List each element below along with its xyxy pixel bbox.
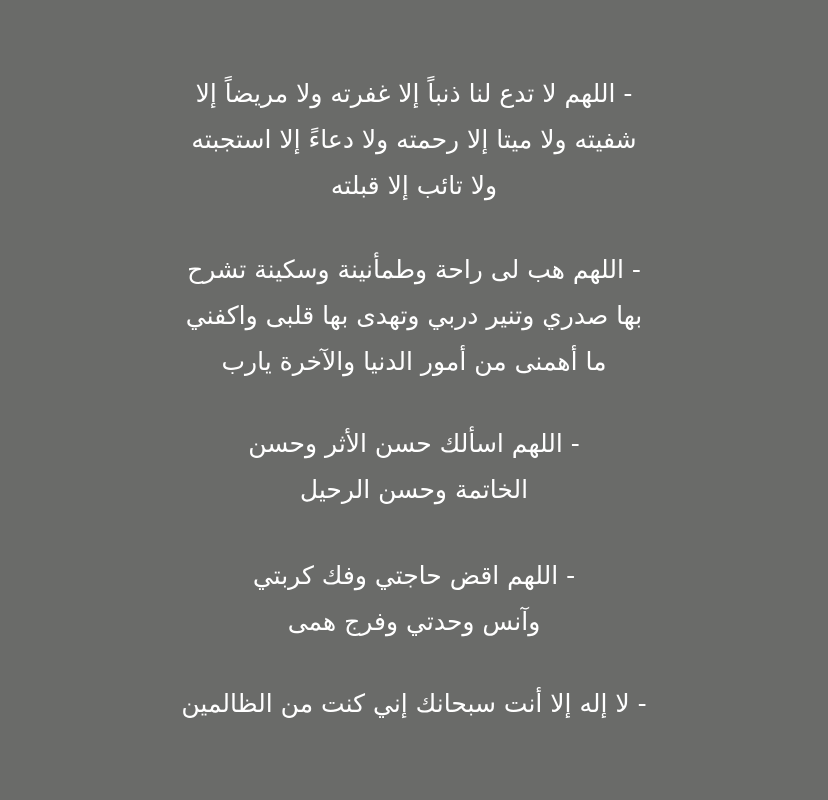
dua-1-line-3: ولا تائب إلا قبلته	[330, 171, 498, 200]
dua-2-line-1: - اللهم هب لى راحة وطمأنينة وسكينة تشرح	[187, 255, 641, 284]
dua-1-line-2: شفيته ولا ميتا إلا رحمته ولا دعاءً إلا استجبته	[191, 125, 637, 154]
dua-2-line-3: ما أهمنى من أمور الدنيا والآخرة يارب	[221, 347, 607, 376]
dua-3-line-1: - اللهم اسألك حسن الأثر وحسن	[248, 429, 580, 458]
dua-4-line-1: - اللهم اقض حاجتي وفك كربتي	[252, 561, 576, 590]
dua-1-line-1: - اللهم لا تدع لنا ذنباً إلا غفرته ولا مريضاً إلا	[195, 79, 633, 108]
dua-5-line-1: - لا إله إلا أنت سبحانك إني كنت من الظالمين	[181, 689, 647, 718]
dua-2-line-2: بها صدري وتنير دربي وتهدى بها قلبى واكفني	[185, 301, 643, 330]
dua-3-line-2: الخاتمة وحسن الرحيل	[299, 475, 529, 504]
dua-4-line-2: وآنس وحدتي وفرج همى	[287, 607, 541, 636]
